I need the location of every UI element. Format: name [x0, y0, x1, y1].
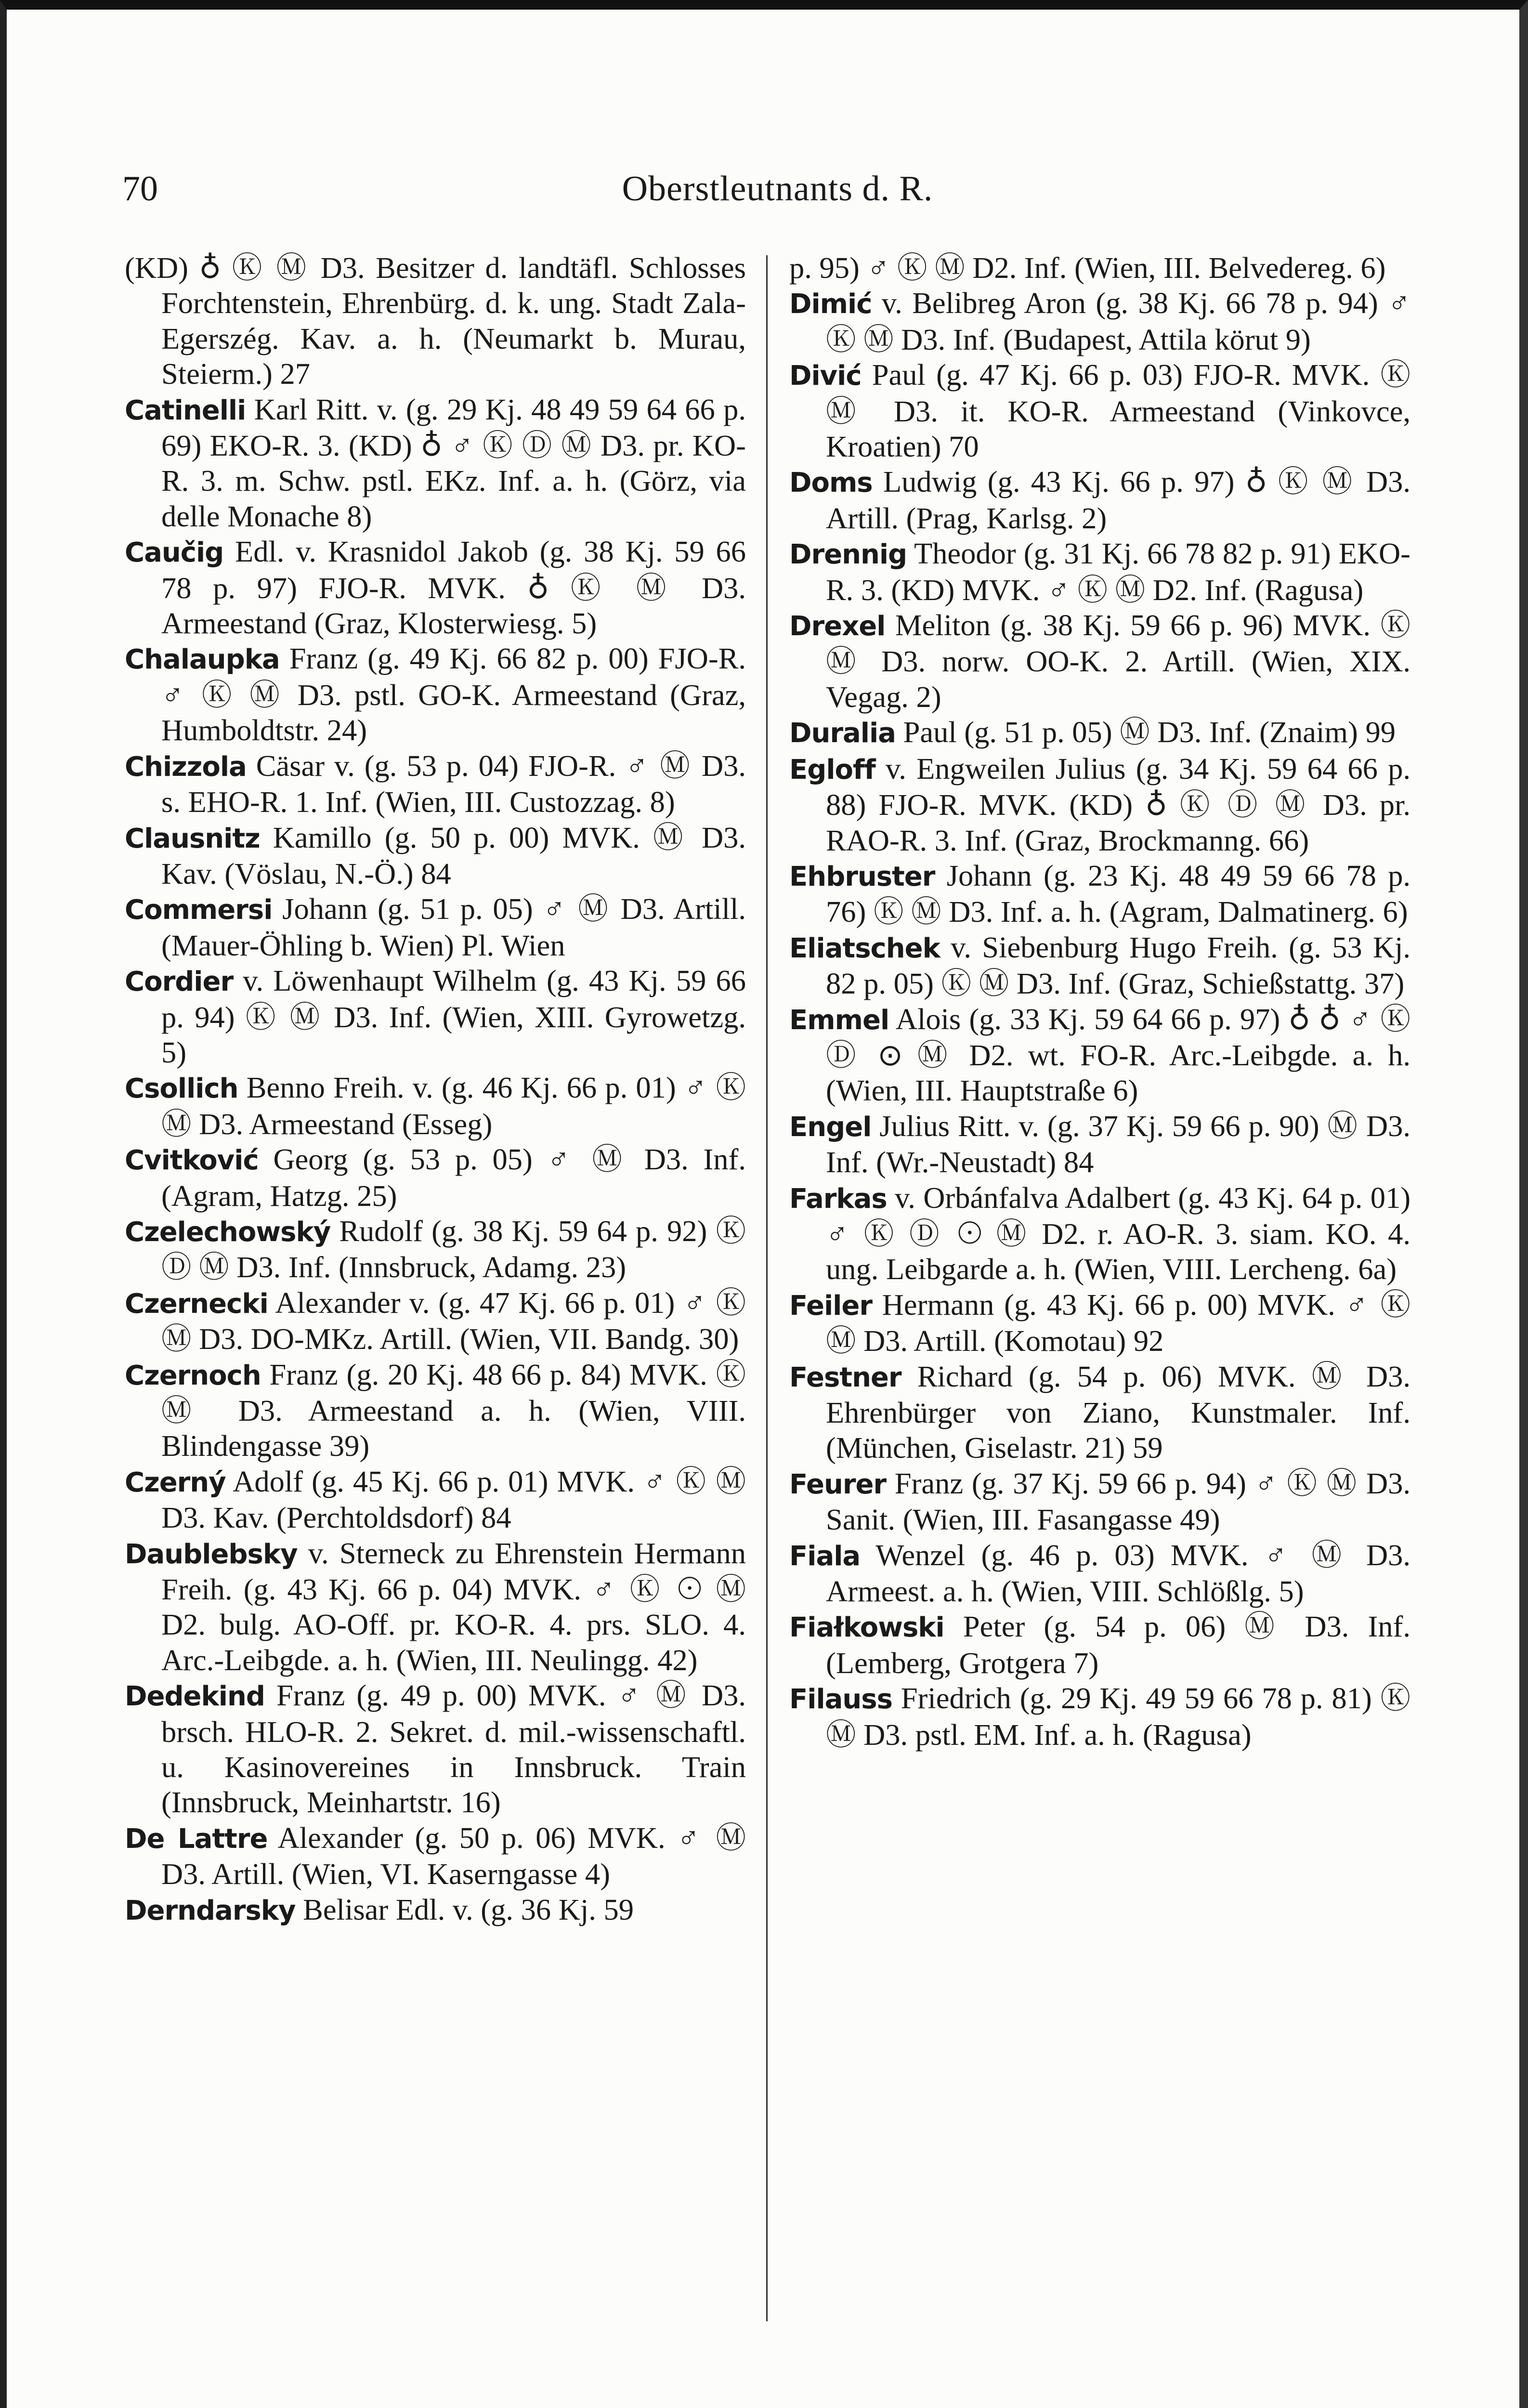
entry-details: Rudolf (g. 38 Kj. 59 64 p. 92) Ⓚ Ⓓ Ⓜ D3. Inf. (Innsbruck, Adamg. 23) — [161, 1214, 746, 1284]
entry-details: Edl. v. Krasnidol Jakob (g. 38 Kj. 59 66 78 p. 97) FJO-R. MVK. ♁ Ⓚ Ⓜ D3. Armeestand (Graz, Klosterwiesg. 5) — [161, 535, 746, 641]
entry-surname: Cvitković — [125, 1145, 259, 1177]
directory-entry — [125, 963, 746, 1070]
entry-surname: Derndarsky — [125, 1895, 296, 1926]
directory-entry — [125, 392, 746, 535]
entry-surname: Czernoch — [125, 1360, 261, 1391]
directory-entry — [125, 250, 746, 392]
column-divider — [766, 255, 768, 2321]
entry-details: Theodor (g. 31 Kj. 66 78 82 p. 91) EKO-R. 3. (KD) MVK. ♂ Ⓚ Ⓜ D2. Inf. (Ragusa) — [826, 537, 1410, 607]
directory-entry — [789, 1466, 1410, 1538]
directory-entry — [125, 820, 746, 892]
directory-entry — [789, 930, 1410, 1002]
entry-details: Peter (g. 54 p. 06) Ⓜ D3. Inf. (Lemberg, Grotgera 7) — [826, 1610, 1410, 1680]
page-number: 70 — [122, 169, 158, 209]
directory-entry — [125, 1536, 746, 1678]
entry-details: Adolf (g. 45 Kj. 66 p. 01) MVK. ♂ Ⓚ Ⓜ D3. Kav. (Perchtoldsdorf) 84 — [161, 1464, 746, 1535]
entry-surname: Emmel — [789, 1004, 889, 1036]
entry-details: v. Löwenhaupt Wilhelm (g. 43 Kj. 59 66 p. 94) Ⓚ Ⓜ D3. Inf. (Wien, XIII. Gyrowetzg. 5) — [161, 964, 746, 1069]
entry-details: Julius Ritt. v. (g. 37 Kj. 59 66 p. 90) Ⓜ D3. Inf. (Wr.-Neustadt) 84 — [826, 1109, 1411, 1179]
entry-surname: Feurer — [789, 1468, 887, 1500]
directory-entry — [789, 536, 1410, 608]
directory-entry — [125, 534, 746, 641]
entry-details: Belisar Edl. v. (g. 36 Kj. 59 — [303, 1892, 634, 1926]
entry-surname: Czelechowský — [125, 1216, 331, 1248]
directory-entry — [125, 1464, 746, 1536]
entry-surname: Farkas — [789, 1183, 887, 1215]
entry-details: Georg (g. 53 p. 05) ♂ Ⓜ D3. Inf. (Agram, Hatzg. 25) — [161, 1142, 746, 1213]
entry-details: v. Siebenburg Hugo Freih. (g. 53 Kj. 82 p. 05) Ⓚ Ⓜ D3. Inf. (Graz, Schießstattg. 37) — [826, 930, 1410, 1001]
entry-surname: Duralia — [789, 718, 896, 749]
entry-details: Hermann (g. 43 Kj. 66 p. 00) MVK. ♂ Ⓚ Ⓜ D3. Artill. (Komotau) 92 — [826, 1287, 1410, 1358]
entry-surname: Chalaupka — [125, 644, 280, 676]
entry-surname: Fiala — [789, 1540, 861, 1572]
directory-entry — [789, 751, 1410, 858]
page-header — [122, 169, 1433, 222]
entry-surname: Drexel — [789, 611, 886, 642]
left-column — [125, 250, 746, 1928]
entry-details: Franz (g. 49 Kj. 66 82 p. 00) FJO-R. ♂ Ⓚ Ⓜ D3. pstl. GO-K. Armeestand (Graz, Humboldtstr. 24) — [161, 641, 746, 747]
directory-entry — [789, 464, 1410, 536]
directory-entry — [789, 608, 1410, 715]
entry-details: Johann (g. 23 Kj. 48 49 59 66 78 p. 76) Ⓚ Ⓜ D3. Inf. a. h. (Agram, Dalmatinerg. 6) — [826, 858, 1410, 929]
entry-surname: Festner — [789, 1361, 901, 1393]
entry-surname: Csollich — [125, 1073, 238, 1105]
directory-entry — [789, 1180, 1410, 1287]
entry-surname: Drennig — [789, 539, 907, 571]
entry-details: Meliton (g. 38 Kj. 59 66 p. 96) MVK. Ⓚ Ⓜ D3. norw. OO-K. 2. Artill. (Wien, XIX. Vegag. 2) — [826, 608, 1410, 714]
entry-details: Alexander (g. 50 p. 06) MVK. ♂ Ⓜ D3. Artill. (Wien, VI. Kaserngasse 4) — [161, 1820, 746, 1891]
entry-surname: Daublebsky — [125, 1538, 298, 1570]
entry-details: Ludwig (g. 43 Kj. 66 p. 97) ♁ Ⓚ Ⓜ D3. Artill. (Prag, Karlsg. 2) — [826, 465, 1411, 535]
directory-entry — [125, 1070, 746, 1142]
entry-details: v. Sterneck zu Ehrenstein Hermann Freih. (g. 43 Kj. 66 p. 04) MVK. ♂ Ⓚ ⊙ Ⓜ D2. bulg. AO-Off. pr. KO-R. 4. prs. SLO. 4. Arc.-Leibgde. a. h. (Wien, III. Neulingg. 42) — [161, 1536, 746, 1677]
entry-surname: Chizzola — [125, 751, 247, 783]
entry-details: Friedrich (g. 29 Kj. 49 59 66 78 p. 81) Ⓚ Ⓜ D3. pstl. EM. Inf. a. h. (Ragusa) — [826, 1681, 1410, 1752]
entry-details: Kamillo (g. 50 p. 00) MVK. Ⓜ D3. Kav. (Vöslau, N.-Ö.) 84 — [161, 820, 746, 890]
entry-details: Johann (g. 51 p. 05) ♂ Ⓜ D3. Artill. (Mauer-Öhling b. Wien) Pl. Wien — [161, 892, 746, 962]
entry-details: v. Orbánfalva Adalbert (g. 43 Kj. 64 p. 01) ♂ Ⓚ Ⓓ ⊙ Ⓜ D2. r. AO-R. 3. siam. KO. 4. ung. Leibgarde a. h. (Wien, VIII. Lercheng. 6a) — [826, 1180, 1411, 1286]
entry-surname: Doms — [789, 467, 873, 499]
entry-surname: Dimić — [789, 288, 872, 320]
directory-entry — [125, 891, 746, 963]
entry-surname: Cordier — [125, 966, 234, 998]
entry-surname: Ehbruster — [789, 861, 935, 892]
entry-surname: Filauss — [789, 1684, 892, 1715]
entry-details: Paul (g. 47 Kj. 66 p. 03) FJO-R. MVK. Ⓚ Ⓜ D3. it. KO-R. Armeestand (Vinkovce, Kroatien) 70 — [826, 358, 1410, 464]
entry-details: Alois (g. 33 Kj. 59 64 66 p. 97) ♁ ♁ ♂ Ⓚ Ⓓ ⊙ Ⓜ D2. wt. FO-R. Arc.-Leibgde. a. h. (Wien, III. Hauptstraße 6) — [826, 1002, 1410, 1108]
entry-surname: Divić — [789, 360, 862, 392]
directory-entry — [125, 1142, 746, 1214]
directory-entry — [125, 1214, 746, 1285]
entry-details: Benno Freih. v. (g. 46 Kj. 66 p. 01) ♂ Ⓚ Ⓜ D3. Armeestand (Esseg) — [161, 1071, 746, 1141]
entry-surname: Fiałkowski — [789, 1612, 944, 1644]
directory-entry — [125, 641, 746, 748]
entry-details: Karl Ritt. v. (g. 29 Kj. 48 49 59 64 66 p. 69) EKO-R. 3. (KD) ♁ ♂ Ⓚ Ⓓ Ⓜ D3. pr. KO-R. 3. m. Schw. pstl. EKz. Inf. a. h. (Görz, via delle Monache 8) — [161, 392, 746, 533]
directory-entry — [125, 1285, 746, 1357]
directory-entry — [789, 1287, 1410, 1359]
entry-surname: Czerný — [125, 1466, 226, 1498]
directory-entry — [125, 1892, 746, 1928]
entry-surname: Commersi — [125, 894, 273, 926]
entry-details: Franz (g. 49 p. 00) MVK. ♂ Ⓜ D3. brsch. HLO-R. 2. Sekret. d. mil.-wissenschaftl. u. Kasinovereines in Innsbruck. Train (Innsbruck, Meinhartstr. 16) — [161, 1678, 746, 1819]
entry-surname: Caučig — [125, 537, 224, 569]
entry-surname: Feiler — [789, 1290, 872, 1322]
directory-entry — [789, 1002, 1410, 1109]
directory-entry — [125, 1357, 746, 1464]
running-title: Oberstleutnants d. R. — [622, 169, 933, 209]
entry-surname: Engel — [789, 1111, 872, 1143]
entry-details: Richard (g. 54 p. 06) MVK. Ⓜ D3. Ehrenbürger von Ziano, Kunstmaler. Inf. (München, Giselastr. 21) 59 — [826, 1359, 1411, 1465]
entry-details: Paul (g. 51 p. 05) Ⓜ D3. Inf. (Znaim) 99 — [903, 715, 1396, 749]
entry-details: Franz (g. 37 Kj. 59 66 p. 94) ♂ Ⓚ Ⓜ D3. Sanit. (Wien, III. Fasangasse 49) — [826, 1466, 1410, 1537]
entry-details: Wenzel (g. 46 p. 03) MVK. ♂ Ⓜ D3. Armeest. a. h. (Wien, VIII. Schlößlg. 5) — [826, 1538, 1410, 1609]
directory-entry — [789, 1681, 1410, 1753]
entry-surname: Eliatschek — [789, 932, 940, 964]
directory-entry — [789, 1538, 1410, 1610]
directory-entry — [125, 1678, 746, 1820]
entry-surname: Clausnitz — [125, 823, 260, 854]
entry-surname: De Lattre — [125, 1823, 268, 1855]
entry-details: v. Belibreg Aron (g. 38 Kj. 66 78 p. 94) ♂ Ⓚ Ⓜ D3. Inf. (Budapest, Attila körut 9) — [826, 286, 1411, 356]
entry-details: Alexander v. (g. 47 Kj. 66 p. 01) ♂ Ⓚ Ⓜ D3. DO-MKz. Artill. (Wien, VII. Bandg. 30) — [161, 1285, 746, 1356]
directory-entry — [125, 748, 746, 820]
directory-entry — [789, 357, 1410, 464]
entry-surname: Czernecki — [125, 1288, 268, 1320]
entry-details: Franz (g. 20 Kj. 48 66 p. 84) MVK. Ⓚ Ⓜ D3. Armeestand a. h. (Wien, VIII. Blindengasse 39) — [161, 1357, 746, 1463]
directory-entry — [789, 715, 1410, 751]
entry-surname: Egloff — [789, 754, 875, 785]
entry-details: (KD) ♁ Ⓚ Ⓜ D3. Besitzer d. landtäfl. Schlosses Forchtenstein, Ehrenbürg. d. k. ung. Stadt Zala-Egerszég. Kav. a. h. (Neumarkt b. Murau, Steierm.) 27 — [125, 251, 746, 391]
directory-entry — [789, 1109, 1410, 1180]
entry-surname: Dedekind — [125, 1681, 265, 1713]
right-column — [789, 250, 1410, 1753]
entry-details: p. 95) ♂ Ⓚ Ⓜ D2. Inf. (Wien, III. Belvedereg. 6) — [789, 251, 1386, 285]
directory-entry — [125, 1820, 746, 1892]
directory-entry — [789, 1359, 1410, 1466]
directory-entry — [789, 1609, 1410, 1681]
directory-entry — [789, 250, 1410, 286]
entry-surname: Catinelli — [125, 394, 246, 426]
entry-details: Cäsar v. (g. 53 p. 04) FJO-R. ♂ Ⓜ D3. s. EHO-R. 1. Inf. (Wien, III. Custozzag. 8) — [161, 748, 746, 819]
directory-entry — [789, 286, 1410, 357]
directory-entry — [789, 858, 1410, 930]
entry-details: v. Engweilen Julius (g. 34 Kj. 59 64 66 p. 88) FJO-R. MVK. (KD) ♁ Ⓚ Ⓓ Ⓜ D3. pr. RAO-R. 3. Inf. (Graz, Brockmanng. 66) — [826, 751, 1410, 857]
